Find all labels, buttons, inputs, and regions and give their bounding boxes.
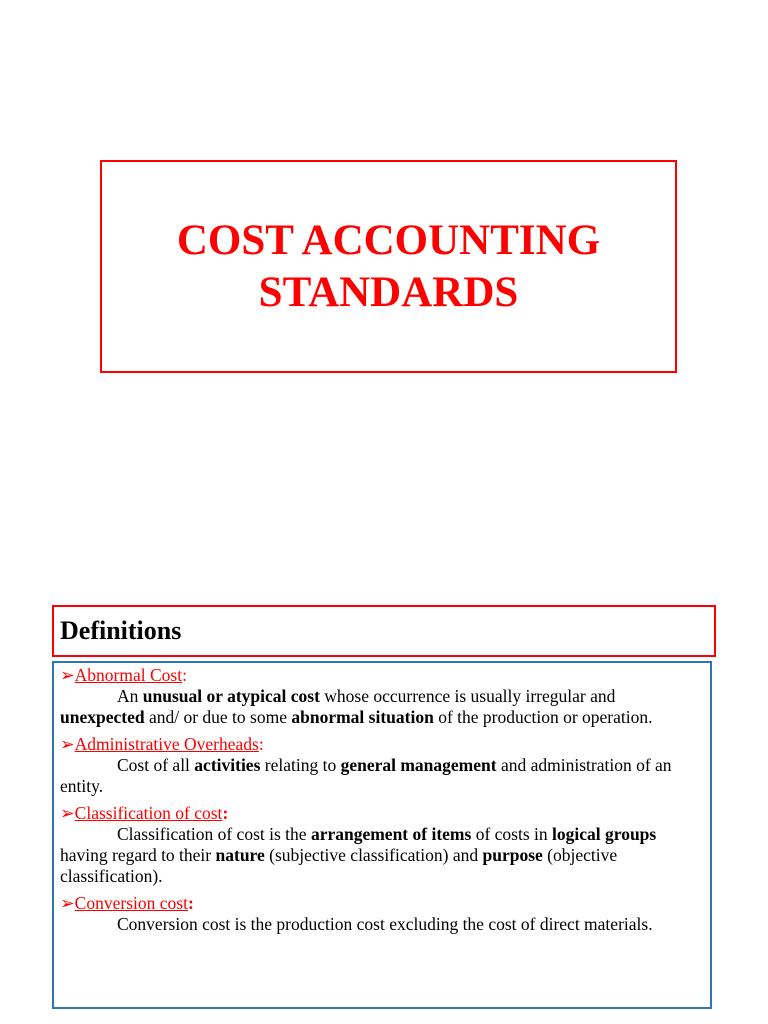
- definition-term: [60, 803, 704, 824]
- body-text: and administration of an entity.: [60, 755, 672, 796]
- term-label: Administrative Overheads: [74, 734, 259, 754]
- body-text: and/ or due to some: [144, 707, 292, 727]
- definition-term: [60, 734, 704, 755]
- term-colon: :: [222, 803, 229, 823]
- emphasis-text: activities: [194, 755, 261, 775]
- definitions-list: [52, 661, 712, 1009]
- arrow-bullet-icon: ➢: [60, 803, 75, 823]
- body-text: of the production or operation.: [433, 707, 653, 727]
- term-colon: :: [182, 665, 187, 685]
- term-colon: :: [258, 734, 264, 754]
- definitions-header: [52, 605, 716, 657]
- definition-text: [60, 914, 704, 935]
- body-text: (objective classification).: [60, 845, 618, 886]
- definitions-heading: Definitions: [60, 616, 182, 645]
- emphasis-text: unexpected: [60, 707, 145, 727]
- arrow-bullet-icon: ➢: [60, 893, 75, 913]
- page-title: COST ACCOUNTING STANDARDS: [176, 216, 601, 316]
- term-label: Conversion cost: [74, 893, 188, 913]
- definition-text: [60, 824, 704, 887]
- definition-text: [60, 755, 704, 797]
- body-text: whose occurrence is usually irregular and: [319, 686, 616, 706]
- arrow-bullet-icon: ➢: [60, 665, 75, 685]
- emphasis-text: logical groups: [552, 824, 657, 844]
- body-text: relating to: [260, 755, 341, 775]
- body-text: (subjective classification) and: [264, 845, 483, 865]
- emphasis-text: purpose: [482, 845, 543, 865]
- definition-text: [60, 686, 704, 728]
- emphasis-text: nature: [215, 845, 265, 865]
- term-label: Classification of cost: [74, 803, 223, 823]
- body-text: Conversion cost is the production cost excluding the cost of direct materials.: [117, 914, 653, 934]
- body-text: An: [117, 686, 143, 706]
- arrow-bullet-icon: ➢: [60, 734, 75, 754]
- definition-term: [60, 665, 704, 686]
- emphasis-text: abnormal situation: [291, 707, 434, 727]
- body-text: of costs in: [471, 824, 553, 844]
- body-text: having regard to their: [60, 845, 216, 865]
- emphasis-text: arrangement of items: [310, 824, 472, 844]
- definition-term: [60, 893, 704, 914]
- term-label: Abnormal Cost: [74, 665, 183, 685]
- emphasis-text: general management: [340, 755, 497, 775]
- title-box: [100, 160, 677, 373]
- body-text: Cost of all: [117, 755, 195, 775]
- body-text: Classification of cost is the: [117, 824, 311, 844]
- emphasis-text: unusual or atypical cost: [142, 686, 320, 706]
- term-colon: :: [187, 893, 194, 913]
